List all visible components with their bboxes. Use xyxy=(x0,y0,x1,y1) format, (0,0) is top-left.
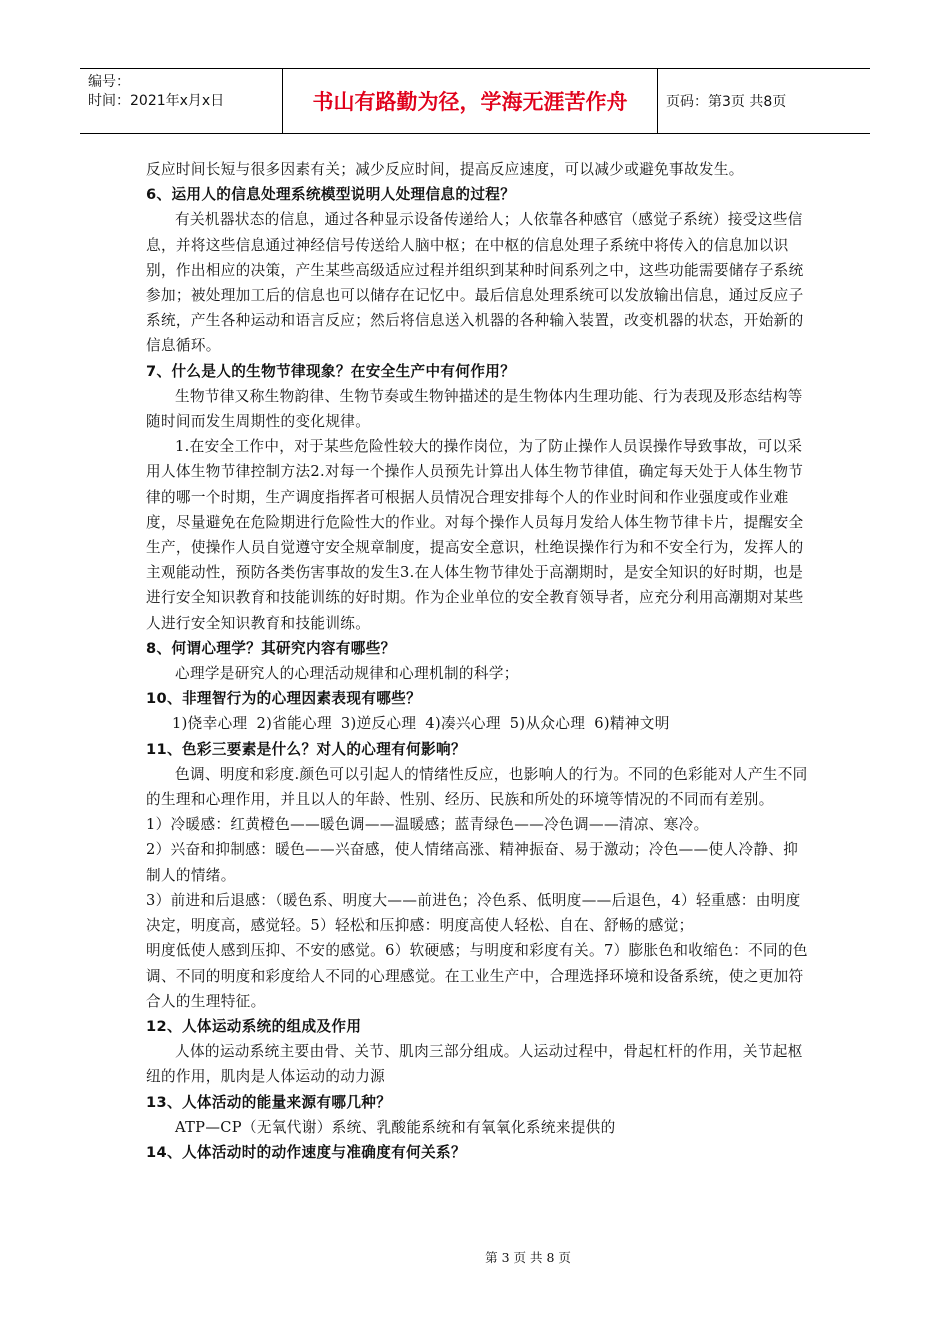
paragraph: 2）兴奋和抑制感：暖色——兴奋感，使人情绪高涨、精神振奋、易于激动；冷色——使人冷静、抑制人的情绪。 xyxy=(146,841,799,884)
header-meta xyxy=(80,69,283,133)
document-body xyxy=(146,157,810,1165)
question-heading: 8、何谓心理学？其研究内容有哪些？ xyxy=(146,639,396,657)
paragraph: 色调、明度和彩度.颜色可以引起人的情绪性反应，也影响人的行为。不同的色彩能对人产生不同的生理和心理作用，并且以人的年龄、性别、经历、民族和所处的环境等情况的不同而有差别。 xyxy=(146,765,808,809)
paragraph: 1)侥幸心理 2)省能心理 3)逆反心理 4)凑兴心理 5)从众心理 6)精神文明 xyxy=(172,715,670,733)
header-motto: 书山有路勤为径，学海无涯苦作舟 xyxy=(283,69,658,133)
question-heading: 10、非理智行为的心理因素表现有哪些？ xyxy=(146,690,422,708)
paragraph: 有关机器状态的信息，通过各种显示设备传递给人；人依靠各种感官（感觉子系统）接受这些信息，并将这些信息通过神经信号传送给人脑中枢；在中枢的信息处理子系统中将传入的信息加以识别，作出相应的决策，产生某些高级适应过程并组织到某种时间系列之中，这些功能需要储存子系统参加；被处理加工后的信息也可以储存在记忆中。最后信息处理系统可以发放输出信息，通过反应子系统，产生各种运动和语言反应；然后将信息送入机器的各种输入装置，改变机器的状态，开始新的信息循环。 xyxy=(146,211,804,355)
paragraph: 1）冷暖感：红黄橙色——暖色调——温暖感；蓝青绿色——冷色调——清凉、寒冷。 xyxy=(146,816,709,834)
page-footer: 第 3 页 共 8 页 xyxy=(485,1250,571,1265)
paragraph: 明度低使人感到压抑、不安的感觉。6）软硬感；与明度和彩度有关。7）膨胀色和收缩色：不同的色调、不同的明度和彩度给人不同的心理感觉。在工业生产中，合理选择环境和设备系统，使之更加符合人的生理特征。 xyxy=(146,942,808,1010)
doc-date-label: 时间：2021年x月x日 xyxy=(88,93,225,109)
paragraph: 心理学是研究人的心理活动规律和心理机制的科学； xyxy=(175,665,519,683)
question-heading: 14、人体活动时的动作速度与准确度有何关系？ xyxy=(146,1143,466,1161)
paragraph: 1.在安全工作中，对于某些危险性较大的操作岗位，为了防止操作人员误操作导致事故，可以采用人体生物节律控制方法2.对每一个操作人员预先计算出人体生物节律值，确定每天处于人体生物节律的哪一个时期，生产调度指挥者可根据人员情况合理安排每个人的作业时间和作业强度或作业难度，尽量避免在危险期进行危险性大的作业。对每个操作人员每月发给人体生物节律卡片，提醒安全生产，使操作人员自觉遵守安全规章制度，提高安全意识，杜绝误操作行为和不安全行为，发挥人的主观能动性，预防各类伤害事故的发生3.在人体生物节律处于高潮期时，是安全知识的好时期，也是进行安全知识教育和技能训练的好时期。作为企业单位的安全教育领导者，应充分利用高潮期对某些人进行安全知识教育和技能训练。 xyxy=(146,438,804,632)
doc-code-label: 编号： xyxy=(88,74,130,90)
question-heading: 6、运用人的信息处理系统模型说明人处理信息的过程？ xyxy=(146,186,516,204)
question-heading: 13、人体活动的能量来源有哪几种？ xyxy=(146,1093,392,1111)
paragraph: 3）前进和后退感：（暖色系、明度大——前进色；冷色系、低明度——后退色，4）轻重感：由明度决定，明度高，感觉轻。5）轻松和压抑感：明度高使人轻松、自在、舒畅的感觉； xyxy=(146,891,801,935)
paragraph: 生物节律又称生物韵律、生物节奏或生物钟描述的是生物体内生理功能、行为表现及形态结构等随时间而发生周期性的变化规律。 xyxy=(146,387,803,431)
question-heading: 7、什么是人的生物节律现象？在安全生产中有何作用？ xyxy=(146,362,516,380)
paragraph: 人体的运动系统主要由骨、关节、肌肉三部分组成。人运动过程中，骨起杠杆的作用，关节起枢纽的作用，肌肉是人体运动的动力源 xyxy=(146,1043,803,1086)
paragraph: ATP—CP（无氧代谢）系统、乳酸能系统和有氧氧化系统来提供的 xyxy=(175,1118,616,1136)
page-header xyxy=(80,68,870,134)
question-heading: 11、色彩三要素是什么？对人的心理有何影响？ xyxy=(146,740,466,758)
paragraph: 反应时间长短与很多因素有关；减少反应时间，提高反应速度，可以减少或避免事故发生。 xyxy=(146,161,744,178)
question-heading: 12、人体运动系统的组成及作用 xyxy=(146,1017,362,1035)
header-page-info: 页码：第3页 共8页 xyxy=(666,94,787,110)
